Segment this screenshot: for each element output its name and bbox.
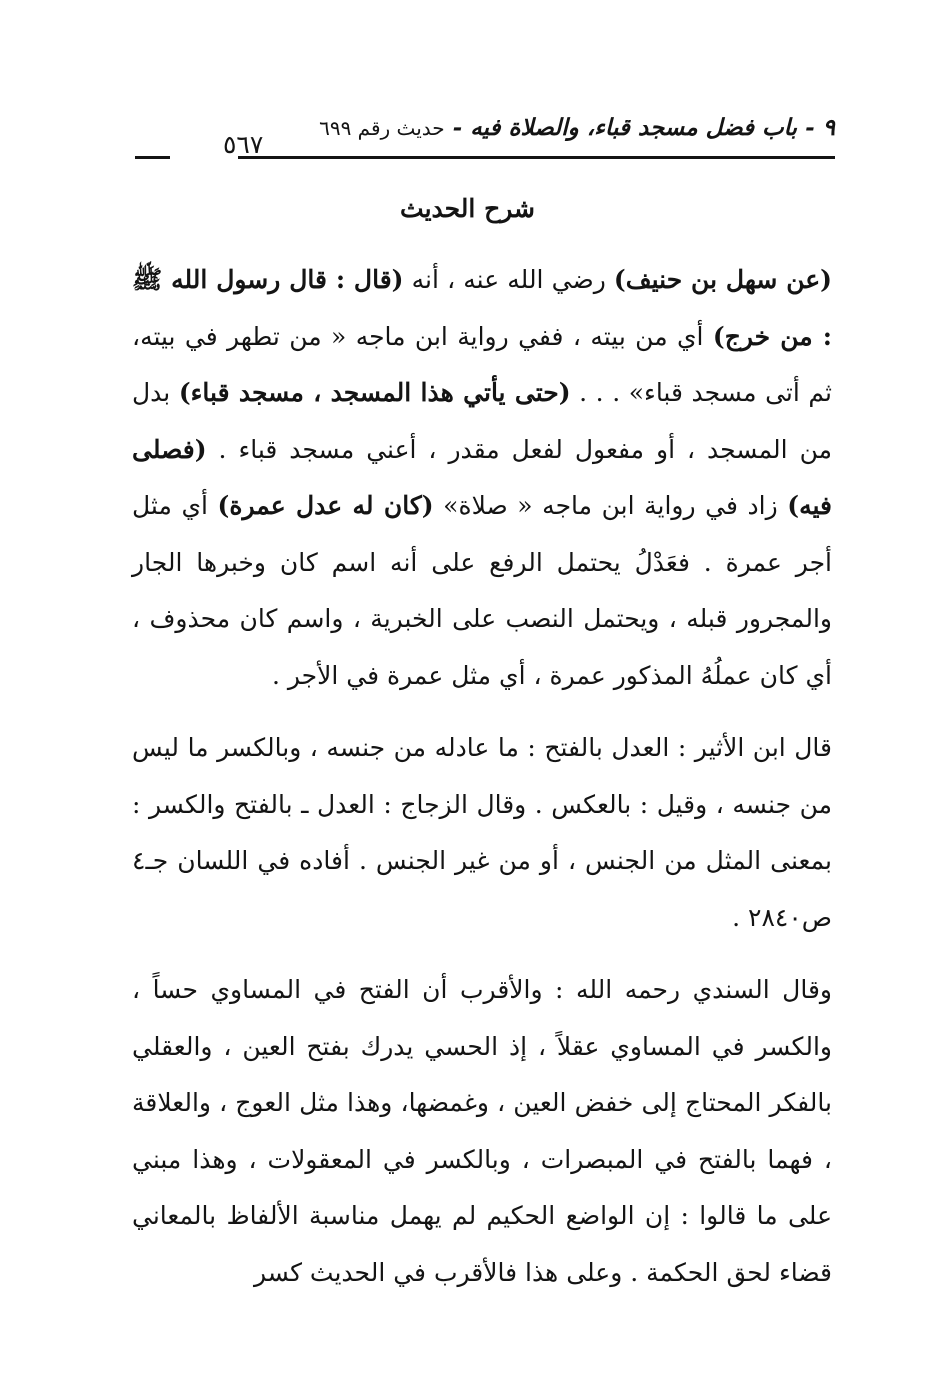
hadith-quote: (قال : قال رسول الله ﷺ : من خرج) [132, 265, 832, 351]
hadith-reference: حديث رقم ٦٩٩ [319, 116, 445, 140]
commentary-text: أي من بيته ، ففي رواية ابن ماجه « من تطهر في بيته، ثم أتى مسجد قباء» . . . [132, 321, 832, 407]
commentary-text: وقال السندي رحمه الله : والأقرب أن الفتح في المساوي حساً ، والكسر في المساوي عقلاً ، إذ الحسي يدرك بفتح العين ، والعقلي بالفكر المحتاج إلى خفض العين ، وغمضها، وهذا مثل العوج ، والعلاقة ، فهما بالفتح في المبصرات ، وبالكسر في المعقولات ، وهذا مبني على ما قالوا : إن الواضع الحكيم لم يهمل مناسبة الألفاظ بالمعاني قضاء لحق الحكمة . وعلى هذا فالأقرب في الحديث كسر [132, 975, 832, 1287]
hadith-quote: (فصلى فيه) [132, 434, 832, 520]
paragraph [132, 252, 832, 704]
page-number-rule [135, 156, 170, 159]
hadith-quote: (عن سهل بن حنيف) [613, 265, 832, 294]
running-header [135, 114, 835, 162]
commentary-text: رضي الله عنه ، أنه [403, 265, 614, 294]
chapter-title [319, 114, 835, 141]
commentary-text: زاد في رواية ابن ماجه « صلاة» [433, 491, 788, 520]
hadith-quote: (حتى يأتي هذا المسجد ، مسجد قباء) [178, 378, 571, 407]
commentary-text: بدل من المسجد ، أو مفعول لفعل مقدر ، أعني مسجد قباء . [132, 378, 832, 464]
section-heading: شرح الحديث [400, 194, 535, 223]
commentary-text: أي مثل أجر عمرة . فعَدْلُ يحتمل الرفع على أنه اسم كان وخبرها الجار والمجرور قبله ، ويحتمل النصب على الخبرية ، واسم كان محذوف ، أي كان عملُهُ المذكور عمرة ، أي مثل عمرة في الأجر . [132, 491, 832, 690]
commentary-text: قال ابن الأثير : العدل بالفتح : ما عادله من جنسه ، وبالكسر ما ليس من جنسه ، وقيل : بالعكس . وقال الزجاج : العدل ـ بالفتح والكسر : بمعنى المثل من الجنس ، أو من غير الجنس . أفاده في اللسان جـ٤ ص٢٨٤٠ . [132, 733, 832, 932]
header-rule [238, 156, 835, 159]
paragraph [132, 962, 832, 1301]
hadith-quote: (كان له عدل عمرة) [217, 491, 434, 520]
chapter-title-text: ٩ - باب فضل مسجد قباء، والصلاة فيه [470, 114, 835, 141]
body-text [132, 252, 832, 1301]
page-number: ٥٦٧ [223, 130, 264, 159]
paragraph [132, 720, 832, 946]
header-separator: - [444, 114, 471, 141]
